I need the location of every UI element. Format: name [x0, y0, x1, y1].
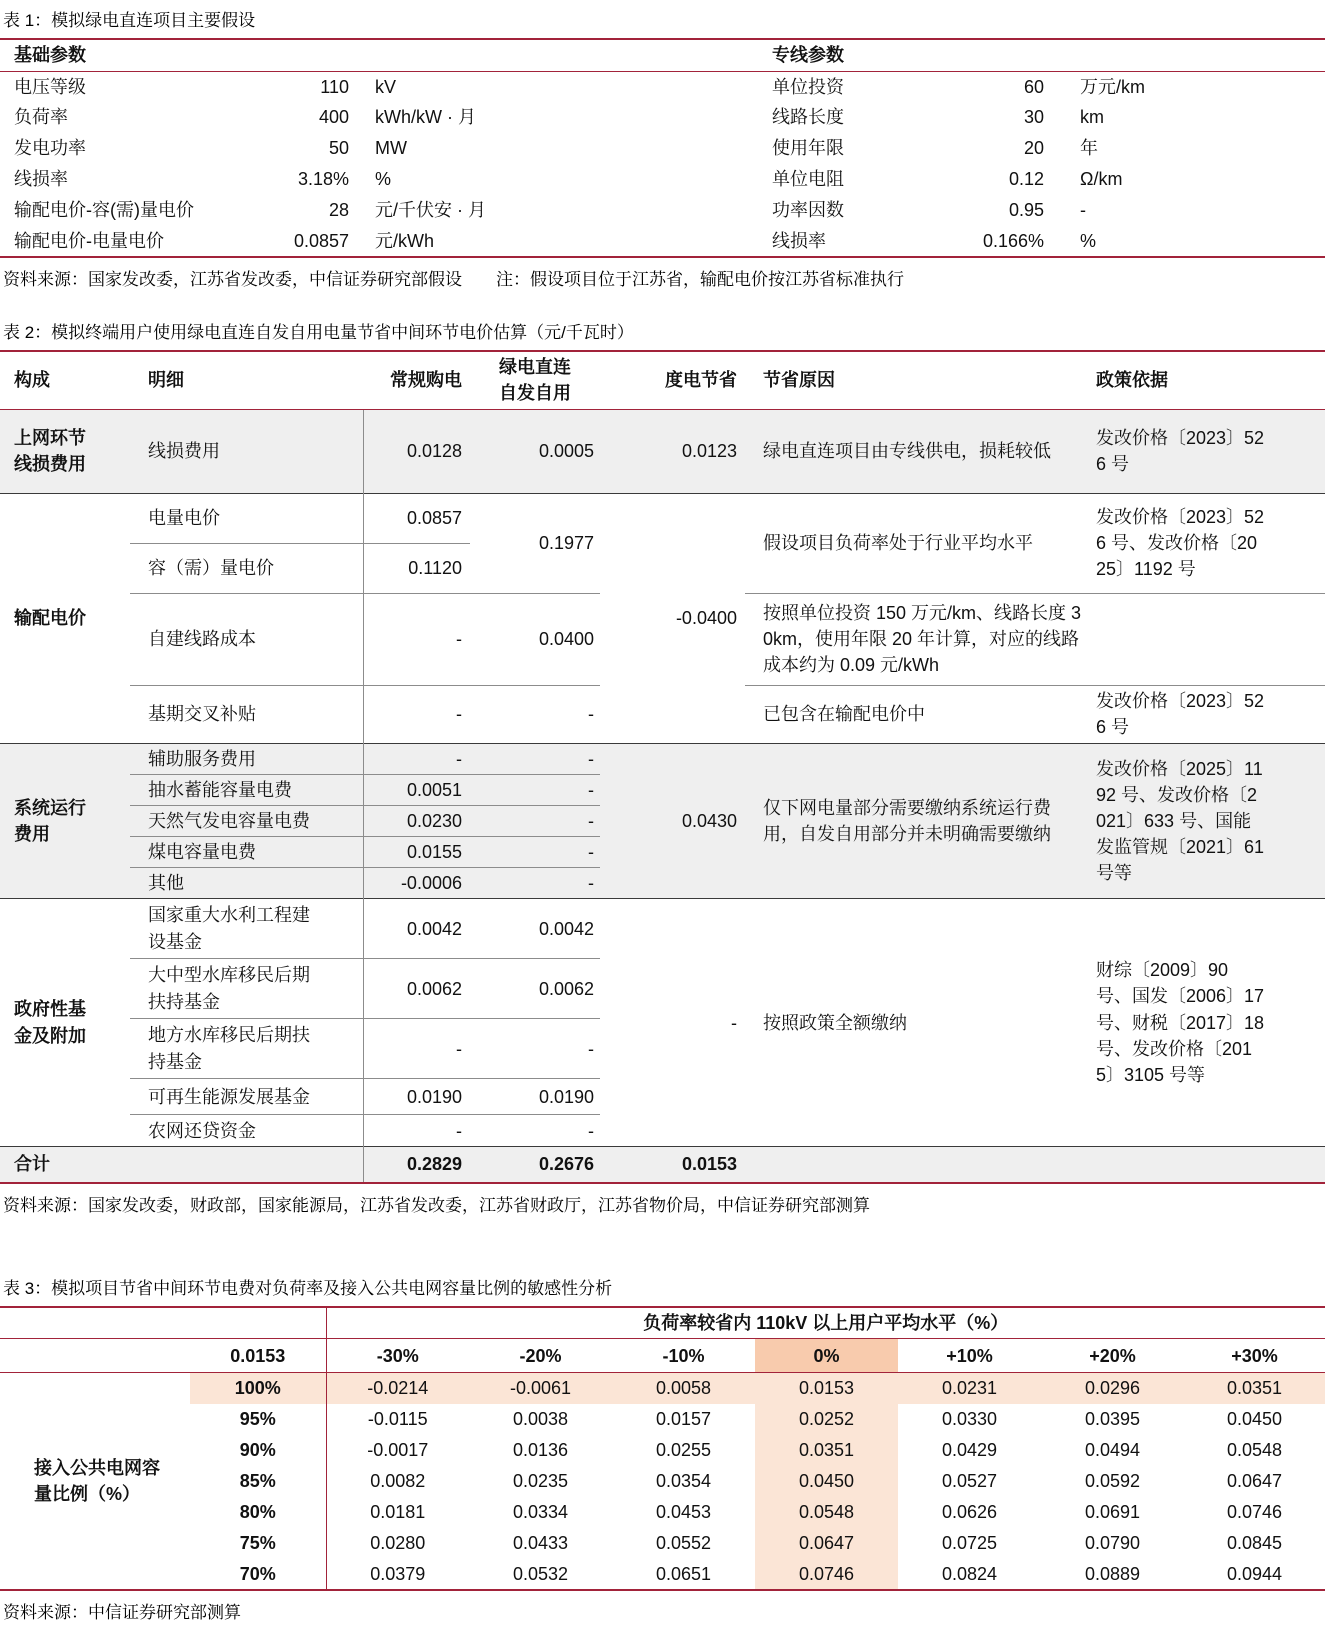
t2-regular-cell: 0.0051 [363, 774, 470, 805]
t3-data-row-85 [0, 1466, 1325, 1497]
table3-sensitivity [0, 1306, 1325, 1591]
t2-reason-cell: 绿电直连项目由专线供电，损耗较低 [763, 441, 1051, 462]
t3-row-label: 90% [239, 1440, 276, 1461]
t1-param-value: 110 [320, 76, 349, 97]
t2-detail-cell: 抽水蓄能容量电费 [130, 774, 363, 805]
t3-row-label: 80% [239, 1502, 276, 1523]
t2-regular-cell: 0.0062 [363, 959, 470, 1019]
t1-right-header: 专线参数 [760, 39, 1325, 71]
t1-param-unit: 元/千伏安 · 月 [375, 200, 486, 221]
t2-detail-cell: 自建线路成本 [130, 593, 363, 685]
t1-param-label: 负荷率 [14, 107, 68, 128]
t2-reason-cell: 按照单位投资 150 万元/km、线路长度 30km，使用年限 20 年计算，对应的线路成本约为 0.09 元/kWh [745, 593, 1090, 685]
t3-span-header: 负荷率较省内 110kV 以上用户平均水平（%） [326, 1307, 1325, 1339]
t3-value-cell: -0.0061 [469, 1373, 612, 1404]
t1-row [0, 71, 1325, 102]
t3-value-cell: 0.0527 [941, 1471, 998, 1492]
t3-value-cell: 0.0231 [898, 1373, 1041, 1404]
t3-value-cell: 0.0626 [941, 1502, 998, 1523]
t3-value-cell: 0.0691 [1084, 1502, 1141, 1523]
t3-data-row-75 [0, 1528, 1325, 1559]
t2-category-cell: 政府性基金及附加 [0, 899, 130, 1147]
t3-row-label: 75% [239, 1533, 276, 1554]
t3-col-header-row [0, 1339, 1325, 1373]
t2-green-cell: 0.0190 [470, 1079, 600, 1115]
t1-param-unit: Ω/km [1080, 169, 1123, 190]
t2-header-saving: 度电节省 [600, 351, 745, 409]
t3-data-row-70 [0, 1559, 1325, 1590]
t2-row-water-fund [0, 899, 1325, 959]
t2-header-green [470, 351, 600, 409]
t2-green-cell: 0.0042 [470, 899, 600, 959]
t1-param-label: 使用年限 [772, 138, 845, 159]
t1-param-unit: kV [375, 76, 397, 97]
t2-category-cell: 系统运行费用 [0, 743, 130, 898]
t2-row-line-loss [0, 409, 1325, 493]
t3-value-cell: 0.0058 [612, 1373, 755, 1404]
t1-param-label: 单位投资 [772, 76, 845, 97]
t2-total-green: 0.2676 [470, 1147, 600, 1183]
t3-value-cell: 0.0746 [1226, 1502, 1283, 1523]
t1-param-unit: kWh/kW · 月 [375, 107, 476, 128]
t3-value-cell: 0.0280 [326, 1528, 469, 1559]
t2-green-cell: - [470, 1019, 600, 1079]
t3-value-cell: 0.0379 [326, 1559, 469, 1590]
t2-saving-cell: 0.0430 [600, 743, 745, 898]
t3-col-header: +10% [898, 1339, 1041, 1373]
t3-value-cell: 0.0532 [469, 1559, 612, 1590]
t3-empty-cell [0, 1339, 190, 1373]
t2-detail-cell: 天然气发电容量电费 [130, 805, 363, 836]
t3-value-cell: 0.0255 [655, 1440, 712, 1461]
t3-value-cell: 0.0845 [1226, 1533, 1283, 1554]
t2-green-cell: - [588, 1120, 594, 1141]
t3-value-cell: 0.0647 [1226, 1471, 1283, 1492]
t1-param-label: 功率因数 [772, 200, 845, 221]
table2-title: 表 2：模拟终端用户使用绿电直连自发自用电量节省中间环节电价估算（元/千瓦时） [3, 323, 634, 343]
t2-detail-cell: 地方水库移民后期扶持基金 [130, 1019, 363, 1079]
t3-col-header: +30% [1184, 1339, 1325, 1373]
t2-total-regular: 0.2829 [363, 1147, 470, 1183]
t1-param-value: 20 [1024, 138, 1045, 159]
t3-value-cell: 0.0725 [941, 1533, 998, 1554]
t3-value-cell: 0.0944 [1184, 1559, 1325, 1590]
t2-regular-cell: 0.0128 [363, 409, 470, 493]
t1-param-label: 线损率 [760, 226, 920, 257]
t1-row [0, 226, 1325, 257]
t2-green-cell: - [470, 836, 600, 867]
t1-row [0, 164, 1325, 195]
t1-param-value: 0.12 [1008, 169, 1045, 190]
t2-regular-cell: -0.0006 [363, 867, 470, 898]
t2-header-green-line1: 绿电直连 [499, 357, 571, 378]
t3-value-cell: 0.0296 [1041, 1373, 1184, 1404]
t3-value-cell: 0.0450 [755, 1466, 898, 1497]
table2-saving-estimate [0, 350, 1325, 1183]
t1-param-value: 50 [328, 138, 349, 159]
t2-reason-cell: 仅下网电量部分需要缴纳系统运行费用，自发自用部分并未明确需要缴纳 [745, 743, 1090, 898]
t2-regular-cell: 0.0155 [363, 836, 470, 867]
t2-detail-cell: 电量电价 [130, 493, 363, 543]
t2-regular-cell: - [363, 593, 470, 685]
t2-green-cell: - [470, 774, 600, 805]
t2-category-cell: 上网环节线损费用 [14, 428, 86, 475]
t2-green-cell: 0.0005 [538, 441, 594, 462]
t2-green-cell: 0.0400 [470, 593, 600, 685]
t2-green-cell: - [588, 704, 594, 725]
t2-policy-cell: 发改价格〔2023〕526 号 [1096, 691, 1265, 738]
t1-left-header: 基础参数 [0, 39, 760, 71]
t3-value-cell: 0.0235 [512, 1471, 569, 1492]
t2-detail-cell: 国家重大水利工程建设基金 [130, 899, 363, 959]
t1-param-value: 0.0857 [240, 226, 355, 257]
table1-assumptions [0, 38, 1325, 258]
t3-value-cell: 0.0592 [1084, 1471, 1141, 1492]
t3-col-header: -30% [326, 1339, 469, 1373]
t3-col-header-zero: 0% [755, 1339, 898, 1373]
t3-value-cell: 0.0548 [755, 1497, 898, 1528]
t2-green-cell: - [588, 872, 594, 893]
t3-axis-label: 接入公共电网容量比例（%） [0, 1373, 190, 1590]
t3-value-cell: 0.0351 [755, 1435, 898, 1466]
t2-regular-cell: 0.0857 [363, 493, 470, 543]
t3-data-row-100 [0, 1373, 1325, 1404]
t3-row-label: 85% [239, 1471, 276, 1492]
t3-value-cell: 0.0494 [1084, 1440, 1141, 1461]
t3-value-cell: 0.0330 [941, 1409, 998, 1430]
t2-policy-cell: 财综〔2009〕90 号、国发〔2006〕17 号、财税〔2017〕18 号、发改价格〔2015〕3105 号等 [1090, 899, 1325, 1147]
t1-param-unit: % [1050, 226, 1325, 257]
t2-row-energy-price [0, 493, 1325, 543]
t3-row-label: 100% [190, 1373, 326, 1404]
t3-value-cell: 0.0889 [1041, 1559, 1184, 1590]
t3-value-cell: -0.0115 [326, 1404, 469, 1435]
t2-row-ancillary [0, 743, 1325, 774]
t2-regular-cell: 0.1120 [363, 543, 470, 593]
t1-param-value: 3.18% [297, 169, 349, 190]
t2-saving-cell: -0.0400 [600, 493, 745, 743]
t2-detail-cell: 大中型水库移民后期扶持基金 [130, 959, 363, 1019]
t3-base-value: 0.0153 [190, 1339, 326, 1373]
t2-header-category: 构成 [0, 351, 130, 409]
t3-value-cell: 0.0746 [755, 1559, 898, 1590]
t2-reason-cell: 已包含在输配电价中 [763, 704, 925, 725]
t3-value-cell: 0.0136 [512, 1440, 569, 1461]
t3-value-cell: 0.0157 [655, 1409, 712, 1430]
table1-source: 资料来源：国家发改委，江苏省发改委，中信证券研究部假设 注：假设项目位于江苏省，输配电价按江苏省标准执行 [3, 270, 904, 290]
t2-detail-cell: 基期交叉补贴 [148, 704, 256, 725]
t1-param-value: 0.95 [1008, 200, 1045, 221]
t3-value-cell: 0.0354 [655, 1471, 712, 1492]
t3-value-cell: 0.0038 [512, 1409, 569, 1430]
t3-value-cell: 0.0453 [655, 1502, 712, 1523]
t1-param-label: 线路长度 [772, 107, 845, 128]
t2-regular-cell: - [363, 685, 470, 743]
t2-saving-cell: 0.0123 [681, 441, 737, 462]
t2-header-reason: 节省原因 [745, 351, 1090, 409]
t3-col-header: -20% [469, 1339, 612, 1373]
t3-value-cell: -0.0017 [326, 1435, 469, 1466]
t3-value-cell: 0.0082 [326, 1466, 469, 1497]
t2-header-detail: 明细 [130, 351, 363, 409]
t2-green-cell: 0.1977 [470, 493, 600, 593]
t3-corner-empty [0, 1307, 326, 1339]
t3-row-label: 95% [239, 1409, 276, 1430]
t3-data-row-80 [0, 1497, 1325, 1528]
t3-col-header: -10% [612, 1339, 755, 1373]
t2-category-cell: 输配电价 [0, 493, 130, 743]
t1-param-unit: 年 [1080, 138, 1099, 159]
t3-data-row-95 [0, 1404, 1325, 1435]
t1-row [0, 195, 1325, 226]
t2-regular-cell: 0.0042 [363, 899, 470, 959]
t3-data-row-90 [0, 1435, 1325, 1466]
t3-value-cell: 0.0252 [755, 1404, 898, 1435]
t2-header-regular: 常规购电 [363, 351, 470, 409]
t1-param-value: 60 [1024, 76, 1045, 97]
t2-saving-cell: - [600, 899, 745, 1147]
t1-param-unit: MW [375, 138, 407, 159]
spacer [0, 290, 1325, 318]
t1-param-unit: % [375, 169, 392, 190]
t3-value-cell: 0.0395 [1084, 1409, 1141, 1430]
t3-value-cell: 0.0153 [755, 1373, 898, 1404]
t1-param-value: 30 [1024, 107, 1045, 128]
spacer [0, 1216, 1325, 1274]
t1-param-unit: 元/kWh [355, 226, 760, 257]
t1-param-unit: - [1080, 200, 1087, 221]
table1-title: 表 1：模拟绿电直连项目主要假设 [3, 11, 256, 30]
t2-policy-cell: 发改价格〔2023〕526 号 [1096, 428, 1265, 475]
table3-title: 表 3：模拟项目节省中间环节电费对负荷率及接入公共电网容量比例的敏感性分析 [3, 1278, 613, 1298]
t3-value-cell: -0.0214 [326, 1373, 469, 1404]
t3-value-cell: 0.0790 [1084, 1533, 1141, 1554]
t3-value-cell: 0.0552 [655, 1533, 712, 1554]
t3-row-label: 70% [190, 1559, 326, 1590]
t1-param-label: 线损率 [14, 169, 68, 190]
t2-total-saving: 0.0153 [600, 1147, 745, 1183]
t2-green-cell: - [470, 805, 600, 836]
t3-span-header-row [0, 1307, 1325, 1339]
t3-value-cell: 0.0651 [612, 1559, 755, 1590]
t3-value-cell: 0.0181 [326, 1497, 469, 1528]
t3-value-cell: 0.0548 [1226, 1440, 1283, 1461]
t2-detail-cell: 线损费用 [148, 441, 220, 462]
t2-policy-cell [1090, 593, 1325, 685]
t2-total-empty [745, 1147, 1090, 1183]
t2-header-green-line2: 自发自用 [499, 383, 571, 404]
t2-total-empty [1090, 1147, 1325, 1183]
t2-green-cell: 0.0062 [470, 959, 600, 1019]
t1-row [0, 133, 1325, 164]
t3-col-header: +20% [1041, 1339, 1184, 1373]
t1-row [0, 102, 1325, 133]
t1-param-label: 电压等级 [14, 76, 86, 97]
t2-detail-cell: 辅助服务费用 [130, 743, 363, 774]
t2-detail-cell: 容（需）量电价 [130, 543, 363, 593]
t2-detail-cell: 农网还贷资金 [148, 1120, 256, 1141]
table1-header-row [0, 39, 1325, 71]
t3-value-cell: 0.0433 [512, 1533, 569, 1554]
t2-regular-cell: - [363, 743, 470, 774]
t2-regular-cell: 0.0190 [363, 1079, 470, 1115]
t2-total-row [0, 1147, 1325, 1183]
t2-green-cell: - [470, 743, 600, 774]
t1-param-label: 输配电价-电量电价 [0, 226, 240, 257]
t1-param-unit: km [1080, 107, 1105, 128]
t1-param-value: 28 [328, 200, 349, 221]
t1-param-label: 单位电阻 [772, 169, 845, 190]
t2-policy-cell: 发改价格〔2023〕526 号、发改价格〔2025〕1192 号 [1090, 493, 1325, 593]
t2-total-label: 合计 [0, 1147, 363, 1183]
t2-reason-cell: 按照政策全额缴纳 [745, 899, 1090, 1147]
table2-source: 资料来源：国家发改委，财政部，国家能源局，江苏省发改委，江苏省财政厅，江苏省物价局，中信证券研究部测算 [3, 1195, 870, 1215]
t1-param-unit: 万元/km [1080, 76, 1146, 97]
t2-header-policy: 政策依据 [1090, 351, 1325, 409]
t3-value-cell: 0.0824 [898, 1559, 1041, 1590]
t1-param-label: 发电功率 [14, 138, 86, 159]
table2-header-row [0, 351, 1325, 409]
table3-source: 资料来源：中信证券研究部测算 [3, 1602, 241, 1622]
t2-regular-cell: - [363, 1019, 470, 1079]
t3-value-cell: 0.0334 [512, 1502, 569, 1523]
t1-param-value: 0.166% [920, 226, 1050, 257]
t2-regular-cell: 0.0230 [363, 805, 470, 836]
t2-reason-cell: 假设项目负荷率处于行业平均水平 [745, 493, 1090, 593]
t2-detail-cell: 煤电容量电费 [130, 836, 363, 867]
t1-param-label: 输配电价-容(需)量电价 [14, 200, 194, 221]
t2-detail-cell: 其他 [148, 872, 184, 893]
t3-value-cell: 0.0351 [1184, 1373, 1325, 1404]
t1-param-value: 400 [318, 107, 349, 128]
t2-policy-cell: 发改价格〔2025〕1192 号、发改价格〔2021〕633 号、国能发监管规〔2021〕61 号等 [1090, 743, 1325, 898]
t3-value-cell: 0.0429 [941, 1440, 998, 1461]
t3-value-cell: 0.0647 [755, 1528, 898, 1559]
t2-detail-cell: 可再生能源发展基金 [130, 1079, 363, 1115]
t2-regular-cell: - [363, 1115, 470, 1147]
t3-value-cell: 0.0450 [1226, 1409, 1283, 1430]
